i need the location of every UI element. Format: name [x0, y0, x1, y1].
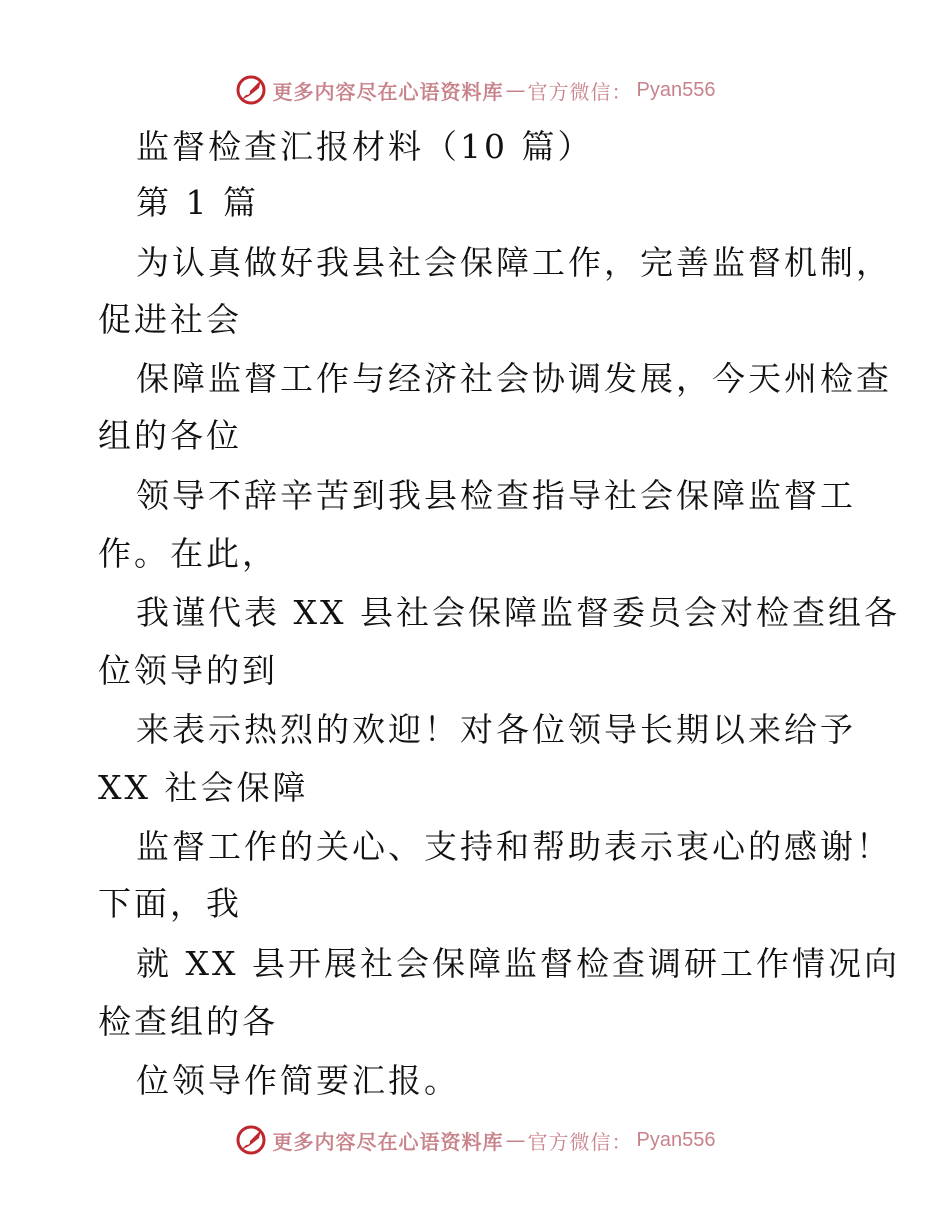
section-heading: 第 1 篇: [136, 183, 259, 222]
banner-wechat-id: Pyan556: [636, 78, 716, 101]
footer-banner: [0, 1120, 950, 1160]
paragraph-line: 促进社会: [98, 300, 242, 339]
banner-text: 更多内容尽在心语资料库: [272, 1129, 504, 1154]
paragraph-line: 位领导的到: [98, 651, 278, 690]
paragraph-line: 组的各位: [98, 416, 242, 455]
paragraph-line: XX 社会保障: [98, 768, 309, 807]
header-banner: [0, 70, 950, 110]
banner-wechat-label: 官方微信：: [527, 79, 633, 104]
banner-dash: —: [505, 1128, 526, 1152]
paragraph-line: 监督工作的关心、支持和帮助表示衷心的感谢！: [136, 827, 892, 866]
banner-text: 更多内容尽在心语资料库: [272, 79, 504, 104]
paragraph-line: 下面，我: [98, 884, 242, 923]
paragraph-line: 就 XX 县开展社会保障监督检查调研工作情况向: [136, 944, 900, 983]
paragraph-line: 来表示热烈的欢迎！对各位领导长期以来给予: [136, 710, 856, 749]
paragraph-line: 保障监督工作与经济社会协调发展，今天州检查: [136, 359, 892, 398]
paragraph-line: 作。在此，: [98, 534, 278, 573]
paragraph-line: 位领导作简要汇报。: [136, 1061, 460, 1100]
paragraph-line: 我谨代表 XX 县社会保障监督委员会对检查组各: [136, 593, 900, 632]
feather-logo-icon: [235, 74, 267, 106]
paragraph-line: 领导不辞辛苦到我县检查指导社会保障监督工: [136, 476, 856, 515]
banner-dash: —: [505, 78, 526, 102]
banner-wechat-label: 官方微信：: [527, 1129, 633, 1154]
banner-wechat-id: Pyan556: [636, 1128, 716, 1151]
paragraph-line: 检查组的各: [98, 1002, 278, 1041]
feather-logo-icon: [235, 1124, 267, 1156]
paragraph-line: 为认真做好我县社会保障工作，完善监督机制，: [136, 243, 892, 282]
document-title: 监督检查汇报材料（10 篇）: [136, 127, 594, 166]
